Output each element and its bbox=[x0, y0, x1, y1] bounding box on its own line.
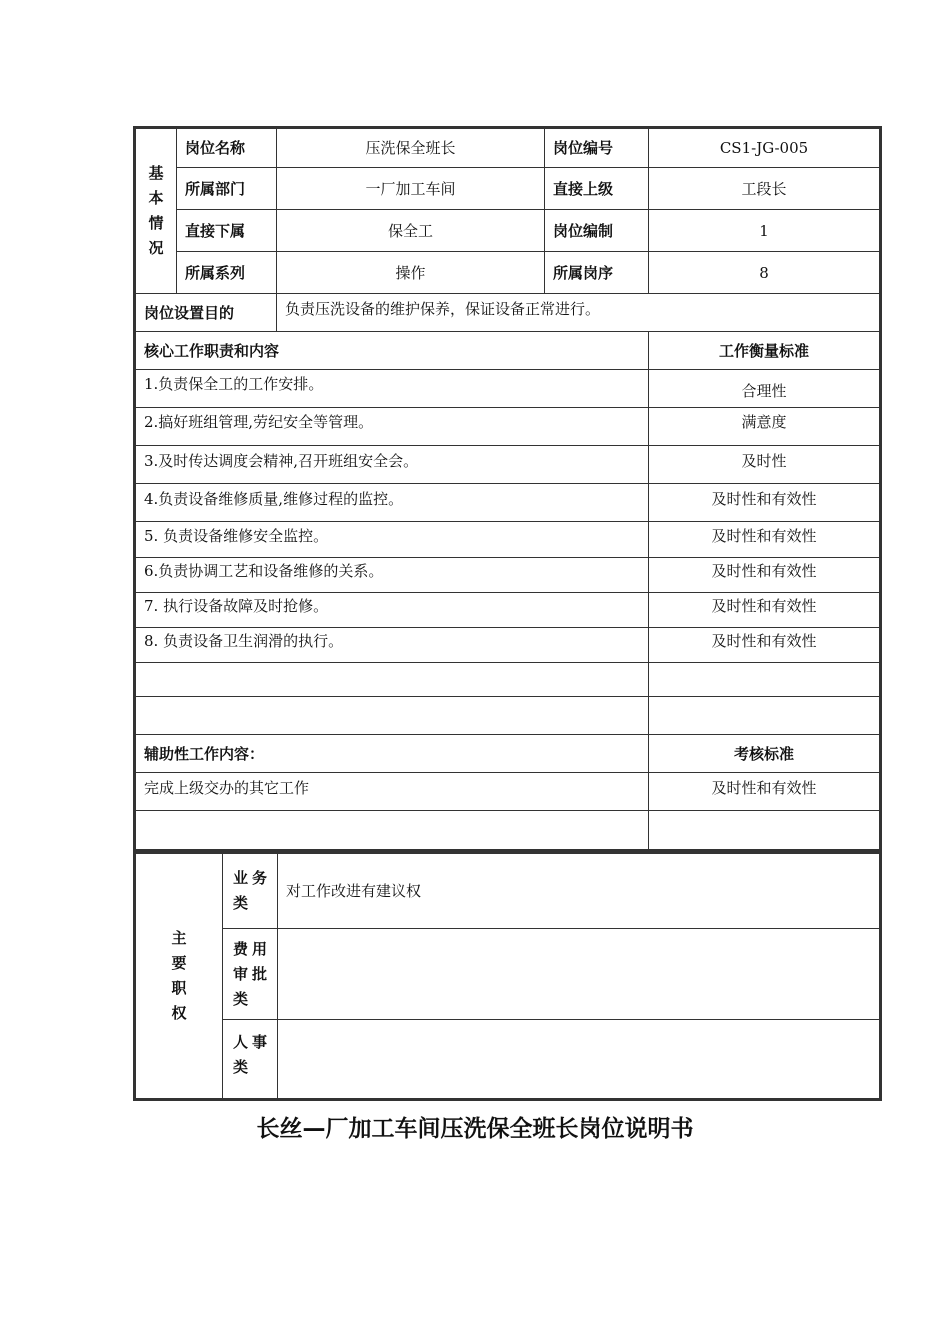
series-value: 操作 bbox=[277, 252, 545, 294]
core-standard-7: 及时性和有效性 bbox=[649, 593, 881, 628]
authority-table bbox=[133, 851, 882, 1101]
auxiliary-header: 辅助性工作内容： bbox=[135, 735, 649, 773]
subordinate-label: 直接下属 bbox=[177, 210, 277, 252]
purpose-label: 岗位设置目的 bbox=[135, 294, 277, 332]
basic-info-label bbox=[135, 128, 177, 294]
core-duty-8: 8. 负责设备卫生润滑的执行。 bbox=[135, 628, 649, 663]
core-duty-7: 7. 执行设备故障及时抢修。 bbox=[135, 593, 649, 628]
business-category-label: 业务类 bbox=[223, 853, 278, 929]
core-duty-5: 5. 负责设备维修安全监控。 bbox=[135, 522, 649, 558]
expense-category-text bbox=[278, 929, 881, 1020]
core-standard-3: 及时性 bbox=[649, 446, 881, 484]
position-code-label: 岗位编号 bbox=[545, 128, 649, 168]
core-standard-6: 及时性和有效性 bbox=[649, 558, 881, 593]
core-duty-empty-1 bbox=[135, 663, 649, 697]
department-label: 所属部门 bbox=[177, 168, 277, 210]
core-standard-2: 满意度 bbox=[649, 408, 881, 446]
core-standard-empty-1 bbox=[649, 663, 881, 697]
core-duty-2: 2.搞好班组管理,劳纪安全等管理。 bbox=[135, 408, 649, 446]
auxiliary-standard-1: 及时性和有效性 bbox=[649, 773, 881, 811]
basic-info-label-text: 基本情况 bbox=[148, 164, 164, 257]
authority-label bbox=[135, 853, 223, 1100]
core-duty-6: 6.负责协调工艺和设备维修的关系。 bbox=[135, 558, 649, 593]
core-standard-5: 及时性和有效性 bbox=[649, 522, 881, 558]
auxiliary-duty-1: 完成上级交办的其它工作 bbox=[135, 773, 649, 811]
core-duty-empty-2 bbox=[135, 697, 649, 735]
headcount-label: 岗位编制 bbox=[545, 210, 649, 252]
core-standard-header: 工作衡量标准 bbox=[649, 332, 881, 370]
auxiliary-standard-header: 考核标准 bbox=[649, 735, 881, 773]
superior-value: 工段长 bbox=[649, 168, 881, 210]
core-duty-3: 3.及时传达调度会精神,召开班组安全会。 bbox=[135, 446, 649, 484]
rank-value: 8 bbox=[649, 252, 881, 294]
purpose-text: 负责压洗设备的维护保养，保证设备正常进行。 bbox=[277, 294, 881, 332]
auxiliary-standard-empty bbox=[649, 811, 881, 851]
core-standard-4: 及时性和有效性 bbox=[649, 484, 881, 522]
auxiliary-duty-empty bbox=[135, 811, 649, 851]
core-duties-header: 核心工作职责和内容 bbox=[135, 332, 649, 370]
job-description-table bbox=[133, 126, 882, 852]
position-code-value: CS1-JG-005 bbox=[649, 128, 881, 168]
subordinate-value: 保全工 bbox=[277, 210, 545, 252]
core-standard-empty-2 bbox=[649, 697, 881, 735]
personnel-category-text bbox=[278, 1020, 881, 1100]
headcount-value: 1 bbox=[649, 210, 881, 252]
rank-label: 所属岗序 bbox=[545, 252, 649, 294]
document-title: 长丝—厂加工车间压洗保全班长岗位说明书 bbox=[256, 1116, 694, 1142]
authority-label-text: 主要职权 bbox=[171, 929, 187, 1022]
position-name-label: 岗位名称 bbox=[177, 128, 277, 168]
business-category-text: 对工作改进有建议权 bbox=[278, 853, 881, 929]
core-standard-1: 合理性 bbox=[649, 370, 881, 408]
position-name-value: 压洗保全班长 bbox=[277, 128, 545, 168]
expense-category-label: 费用审批类 bbox=[223, 929, 278, 1020]
department-value: 一厂加工车间 bbox=[277, 168, 545, 210]
core-duty-4: 4.负责设备维修质量,维修过程的监控。 bbox=[135, 484, 649, 522]
series-label: 所属系列 bbox=[177, 252, 277, 294]
personnel-category-label: 人事类 bbox=[223, 1020, 278, 1100]
core-standard-8: 及时性和有效性 bbox=[649, 628, 881, 663]
core-duty-1: 1.负责保全工的工作安排。 bbox=[135, 370, 649, 408]
superior-label: 直接上级 bbox=[545, 168, 649, 210]
